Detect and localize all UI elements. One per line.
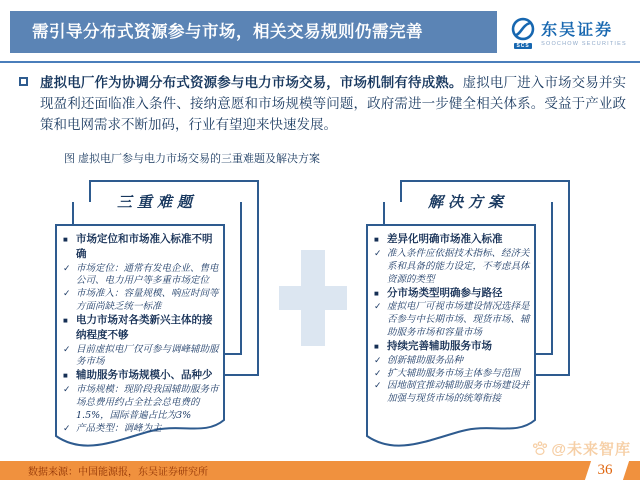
watermark-text: @未来智库	[551, 441, 631, 458]
paper-sheet-front	[55, 224, 225, 462]
item-text: 市场准入：容量规模、响应时间等方面尚缺乏统一标准	[76, 288, 219, 313]
issue-detail	[374, 301, 531, 340]
item-text: 辅助服务市场规模小、品种少	[76, 370, 213, 382]
item-text: 市场规模：现阶段我国辅助服务市场总费用约占全社会总电费的1.5%，国际普遍占比为3%	[76, 384, 219, 421]
brand-name-cn: 东吴证券	[541, 22, 614, 39]
page-title: 需引导分布式资源参与市场，相关交易规则仍需完善	[10, 11, 497, 53]
item-text: 因地制宜推动辅助服务市场建设并加强与现货市场的统筹衔接	[387, 380, 530, 405]
check-icon: ✓	[63, 289, 71, 300]
issue-heading	[63, 369, 220, 384]
issue-detail	[63, 344, 220, 370]
item-text: 虚拟电厂可视市场建设情况选择是否参与中长期市场、现货市场、辅助服务市场和容量市场	[387, 301, 530, 339]
figure-caption: 图 虚拟电厂参与电力市场交易的三重难题及解决方案	[64, 153, 321, 166]
solutions-panel	[366, 180, 576, 464]
solutions-panel-title: 解决方案	[383, 191, 553, 212]
issue-detail	[63, 288, 220, 314]
item-text: 电力市场对各类新兴主体的接纳程度不够	[76, 315, 213, 341]
item-text: 市场定位和市场准入标准不明确	[76, 234, 213, 260]
square-bullet-icon: ■	[374, 288, 379, 298]
square-bullet-icon: ■	[374, 341, 379, 351]
check-icon: ✓	[374, 381, 382, 392]
paper-sheet-front	[366, 224, 536, 462]
item-text: 市场定位：通常有发电企业、售电公司、电力用户等多重市场定位	[76, 262, 219, 287]
check-icon: ✓	[63, 423, 71, 434]
problems-panel-title: 三重难题	[72, 191, 242, 212]
check-icon: ✓	[374, 355, 382, 366]
item-text: 产品类型：调峰为主	[76, 422, 162, 434]
square-bullet-icon: ■	[374, 235, 379, 245]
check-icon: ✓	[63, 263, 71, 274]
watermark	[532, 438, 631, 459]
square-outline-bullet-icon	[19, 77, 28, 86]
header-divider	[0, 61, 640, 63]
header	[0, 11, 640, 53]
square-bullet-icon: ■	[63, 316, 68, 326]
item-text: 目前虚拟电厂仅可参与调峰辅助服务市场	[76, 343, 219, 368]
check-icon: ✓	[374, 368, 382, 379]
brand-swirl-icon	[510, 16, 536, 42]
brand-name-en: SOOCHOW SECURITIES	[541, 41, 627, 47]
figure-diagram	[0, 172, 640, 464]
summary-lead: 虚拟电厂作为协调分布式资源参与电力市场交易，市场机制有待成熟。	[40, 75, 463, 90]
item-text: 准入条件应依据技术指标、经济关系和具备的能力设定，不考虑具体资源的类型	[387, 247, 530, 285]
issue-detail	[63, 384, 220, 423]
data-source: 数据来源：中国能源报，东吴证券研究所	[28, 467, 208, 478]
square-bullet-icon: ■	[63, 371, 68, 381]
summary-paragraph	[18, 72, 626, 135]
issue-heading	[374, 340, 531, 355]
plus-icon	[279, 250, 347, 346]
item-text: 差异化明确市场准入标准	[387, 234, 503, 246]
issue-heading	[63, 314, 220, 343]
issue-detail	[63, 263, 220, 289]
page-number: 36	[597, 462, 613, 478]
brand-badge: SCS	[516, 42, 530, 49]
check-icon: ✓	[374, 248, 382, 259]
issue-heading	[374, 287, 531, 302]
issue-detail	[374, 248, 531, 287]
issue-heading	[374, 233, 531, 248]
brand-logo	[497, 11, 640, 53]
item-text: 创新辅助服务品种	[387, 354, 464, 366]
problems-list	[55, 224, 225, 436]
problems-panel	[55, 180, 265, 464]
issue-detail	[374, 380, 531, 406]
issue-heading	[63, 233, 220, 262]
square-bullet-icon: ■	[63, 235, 68, 245]
check-icon: ✓	[63, 344, 71, 355]
issue-detail	[374, 368, 531, 381]
check-icon: ✓	[374, 302, 382, 313]
item-text: 分市场类型明确参与路径	[387, 287, 503, 299]
check-icon: ✓	[63, 385, 71, 396]
summary-body: 虚拟电厂进入市场交易并实现盈利还面临准入条件、接纳意愿和市场规模等问题，政府需进一步健全相关体系。受益于产业政策和电网需求不断加码，行业有望迎来快速发展。	[40, 75, 627, 133]
issue-detail	[63, 423, 220, 436]
item-text: 持续完善辅助服务市场	[387, 340, 492, 352]
issue-detail	[374, 355, 531, 368]
solutions-list	[366, 224, 536, 406]
footer-bar	[0, 461, 640, 480]
item-text: 扩大辅助服务市场主体参与范围	[387, 367, 521, 379]
